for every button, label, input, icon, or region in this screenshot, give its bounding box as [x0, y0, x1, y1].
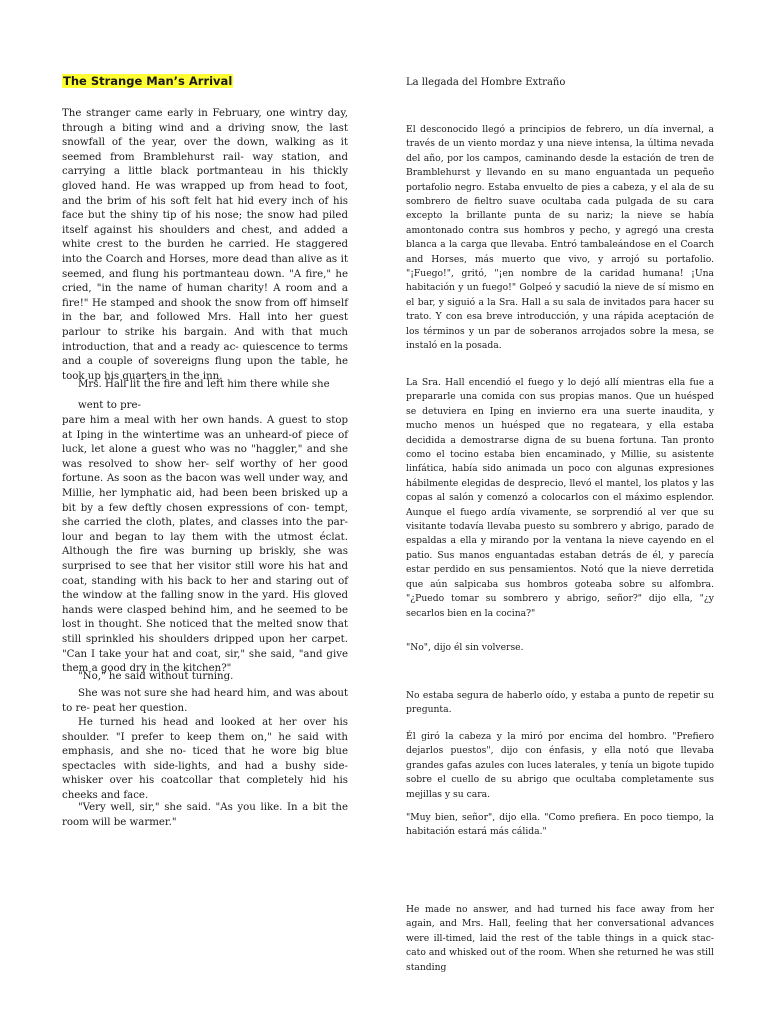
english-paragraph-3: "No," he said without turning. — [78, 671, 234, 682]
english-paragraph-2a: Mrs. Hall lit the fire and left him there while she — [78, 379, 330, 390]
spanish-paragraph-3: "No", dijo él sin volverse. — [406, 642, 524, 653]
spanish-paragraph-6: "Muy bien, señor", dijo ella. "Como prefiera. En poco tiempo, la habitación estará más cálida." — [406, 812, 714, 838]
english-paragraph-4: She was not sure she had heard him, and was about to re- peat her question. — [62, 688, 348, 714]
spanish-title: La llegada del Hombre Extraño — [406, 77, 566, 88]
spanish-paragraph-4: No estaba segura de haberlo oído, y estaba a punto de repetir su pregunta. — [406, 690, 714, 716]
spanish-paragraph-5: Él giró la cabeza y la miró por encima del hombro. "Prefiero dejarlos puestos", dijo con énfasis, y ella notó que llevaba grandes gafas azules con luces laterales, y tenía un bigote tupido sobre el cuello de su abrigo que ocultaba completamente sus mejillas y su cara. — [406, 731, 714, 800]
english-paragraph-6: "Very well, sir," she said. "As you like. In a bit the room will be warmer." — [62, 802, 348, 828]
spanish-paragraph-7: He made no answer, and had turned his face away from her again, and Mrs. Hall, feeling that her conversational advances were ill-timed, laid the rest of the table things in a quick stac- cato and whisked out of the room. When she returned he was still standing — [406, 904, 714, 973]
english-title: The Strange Man’s Arrival — [63, 74, 233, 88]
spanish-paragraph-2: La Sra. Hall encendió el fuego y lo dejó allí mientras ella fue a prepararle una comida con sus propias manos. Que un huésped se detuviera en Iping en invierno era una suerte inaudita, y mucho menos un huésped que no regateara, y ella estaba decidida a demostrarse digna de su buena fortuna. Tan pronto como el tocino estaba bien encaminado, y Millie, su asistente linfática, había sido animada un poco con algunas expresiones hábilmente elegidas de desprecio, llevó el mantel, los platos y las copas al salón y comenzó a colocarlos con el máximo esplendor. Aunque el fuego ardía vivamente, se sorprendió al ver que su visitante todavía llevaba puesto su sombrero y abrigo, parado de espaldas a ella y mirando por la ventana la nieve cayendo en el patio. Sus manos enguantadas estaban detrás de él, y parecía estar perdido en sus pensamientos. Notó que la nieve derretida que aún salpicaba sus hombros goteaba sobre su alfombra. "¿Puedo tomar su sombrero y abrigo, señor?" dijo ella, "¿y secarlos bien en la cocina?" — [406, 377, 714, 619]
english-paragraph-1: The stranger came early in February, one wintry day, through a biting wind and a driving snow, the last snowfall of the year, over the down, walking as it seemed from Bramblehurst rail- way station, and carrying a little black portmanteau in his thickly gloved hand. He was wrapped up from head to foot, and the brim of his soft felt hat hid every inch of his face but the shiny tip of his nose; the snow had piled itself against his shoulders and chest, and added a white crest to the burden he carried. He staggered into the Coarch and Horses, more dead than alive as it seemed, and flung his portmanteau down. "A fire," he cried, "in the name of human charity! A room and a fire!" He stamped and shook the snow from off himself in the bar, and followed Mrs. Hall into her guest parlour to strike his bargain. And with that much introduction, that and a ready ac- quiescence to terms and a couple of sovereigns flung upon the table, he took up his quarters in the inn. — [62, 108, 348, 382]
english-paragraph-5: He turned his head and looked at her over his shoulder. "I prefer to keep them on," he said with emphasis, and she no- ticed that he wore big blue spectacles with side-lights, and had a bushy side-whisker over his coatcollar that completely hid his cheeks and face. — [62, 717, 348, 801]
english-paragraph-2b: went to pre- — [78, 400, 141, 411]
english-paragraph-2c: pare him a meal with her own hands. A guest to stop at Iping in the wintertime was an unheard-of piece of luck, let alone a guest who was no "haggler," and she was resolved to show her- self worthy of her good fortune. As soon as the bacon was well under way, and Millie, her lymphatic aid, had been been brisked up a bit by a few deftly chosen expressions of con- tempt, she carried the cloth, plates, and classes into the par- lour and began to lay them with the utmost éclat. Although the fire was burning up briskly, she was surprised to see that her visitor still wore his hat and coat, standing with his back to her and staring out of the window at the falling snow in the yard. His gloved hands were clasped behind him, and he seemed to be lost in thought. She noticed that the melted snow that still sprinkled his shoulders dripped upon her carpet. "Can I take your hat and coat, sir," she said, "and give them a good dry in the kitchen?" — [62, 415, 348, 675]
spanish-paragraph-1: El desconocido llegó a principios de febrero, un día invernal, a través de un viento mordaz y una nieve intensa, la última nevada del año, por los campos, caminando desde la estación de tren de Bramblehurst y llevando en su mano enguantada un pequeño portafolio negro. Estaba envuelto de pies a cabeza, y el ala de su sombrero de fieltro suave ocultaba cada pulgada de su cara excepto la brillante punta de su nariz; la nieve se había amontonado contra sus hombros y pecho, y agregó una cresta blanca a la carga que llevaba. Entró tambaleándose en el Coarch and Horses, más muerto que vivo, y arrojó su portafolio. "¡Fuego!", gritó, "¡en nombre de la caridad humana! ¡Una habitación y un fuego!" Golpeó y sacudió la nieve de sí mismo en el bar, y siguió a la Sra. Hall a su sala de invitados para hacer su trato. Y con esa breve introducción, y una rápida aceptación de los términos y un par de soberanos arrojados sobre la mesa, se instaló en la posada. — [406, 124, 714, 352]
